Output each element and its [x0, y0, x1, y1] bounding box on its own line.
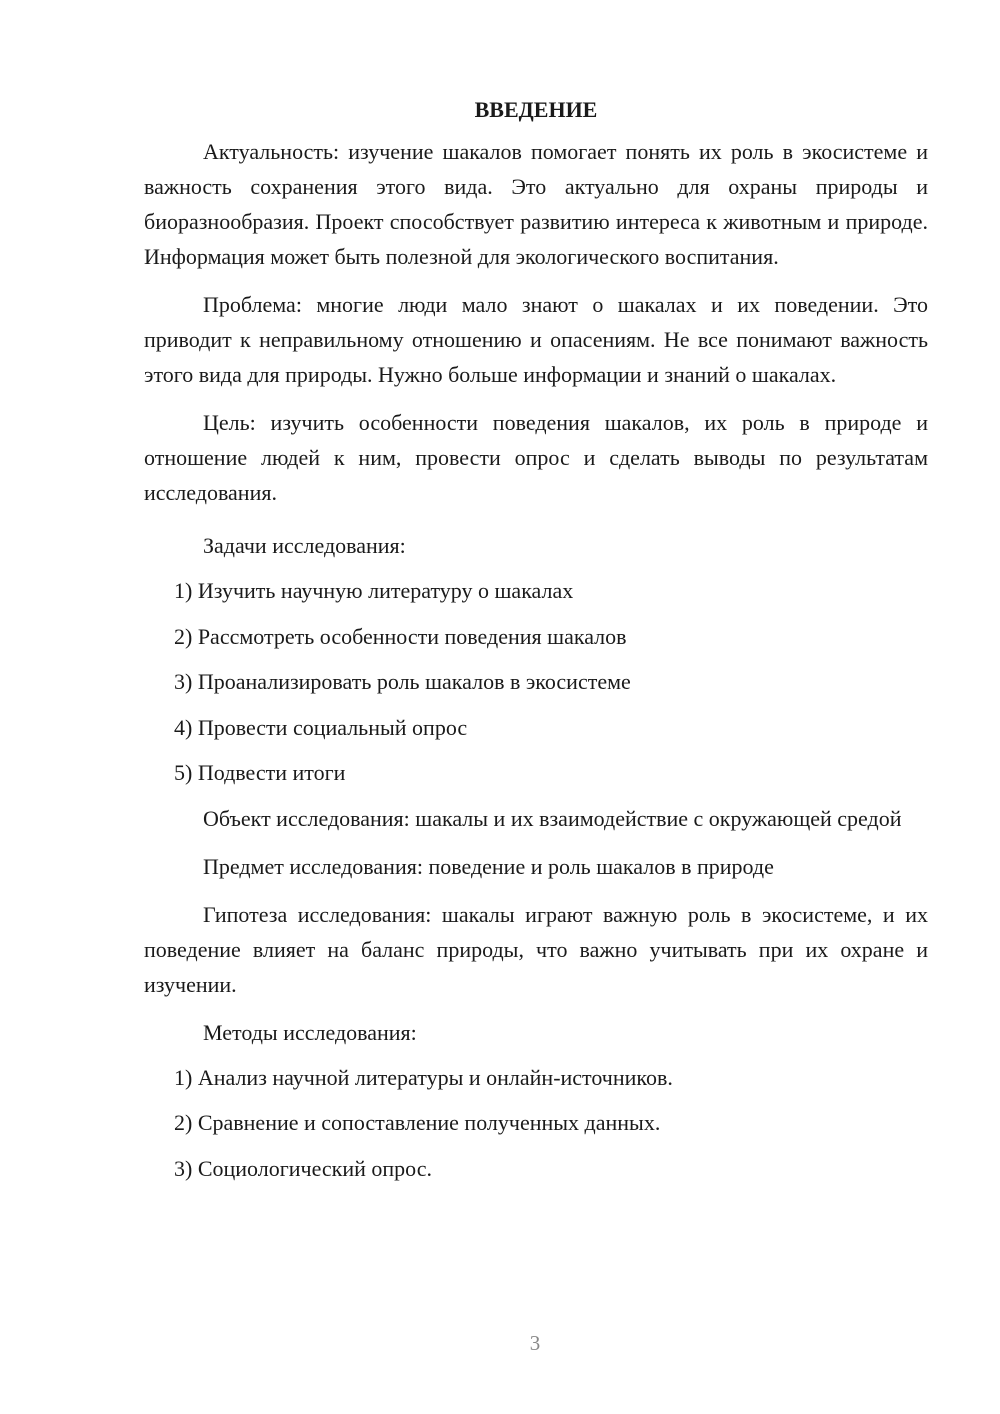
section-title: ВВЕДЕНИЕ	[474, 97, 598, 122]
method-item: 1) Анализ научной литературы и онлайн-источников.	[174, 1064, 673, 1090]
method-item: 3) Социологический опрос.	[174, 1155, 432, 1181]
goal-paragraph: Цель: изучить особенности поведения шакалов, их роль в природе и отношение людей к ним, провести опрос и сделать выводы по результатам исследования.	[144, 410, 928, 505]
relevance-paragraph: Актуальность: изучение шакалов помогает понять их роль в экосистеме и важность сохранения этого вида. Это актуально для охраны природы и биоразнообразия. Проект способствует развитию интереса к животным и природе. Информация может быть полезной для экологического воспитания.	[144, 139, 928, 269]
method-item: 2) Сравнение и сопоставление полученных данных.	[174, 1110, 661, 1135]
tasks-heading: Задачи исследования:	[203, 533, 406, 558]
document-page	[144, 92, 928, 1196]
subject-paragraph: Предмет исследования: поведение и роль шакалов в природе	[203, 853, 774, 879]
task-item: 2) Рассмотреть особенности поведения шакалов	[174, 623, 627, 649]
task-item: 1) Изучить научную литературу о шакалах	[174, 578, 574, 603]
hypothesis-paragraph: Гипотеза исследования: шакалы играют важную роль в экосистеме, и их поведение влияет на баланс природы, что важно учитывать при их охране и изучении.	[144, 901, 928, 997]
page-number: 3	[529, 1331, 541, 1355]
methods-heading: Методы исследования:	[203, 1019, 417, 1045]
task-item: 3) Проанализировать роль шакалов в экосистеме	[174, 669, 631, 694]
task-item: 5) Подвести итоги	[174, 760, 346, 785]
methods-list	[144, 1060, 928, 1186]
task-item: 4) Провести социальный опрос	[174, 714, 468, 740]
object-paragraph: Объект исследования: шакалы и их взаимодействие с окружающей средой	[203, 805, 902, 831]
problem-paragraph: Проблема: многие люди мало знают о шакалах и их поведении. Это приводит к неправильному отношению и опасениям. Не все понимают важность этого вида для природы. Нужно больше информации и знаний о шакалах.	[144, 292, 928, 387]
tasks-list	[144, 573, 928, 790]
